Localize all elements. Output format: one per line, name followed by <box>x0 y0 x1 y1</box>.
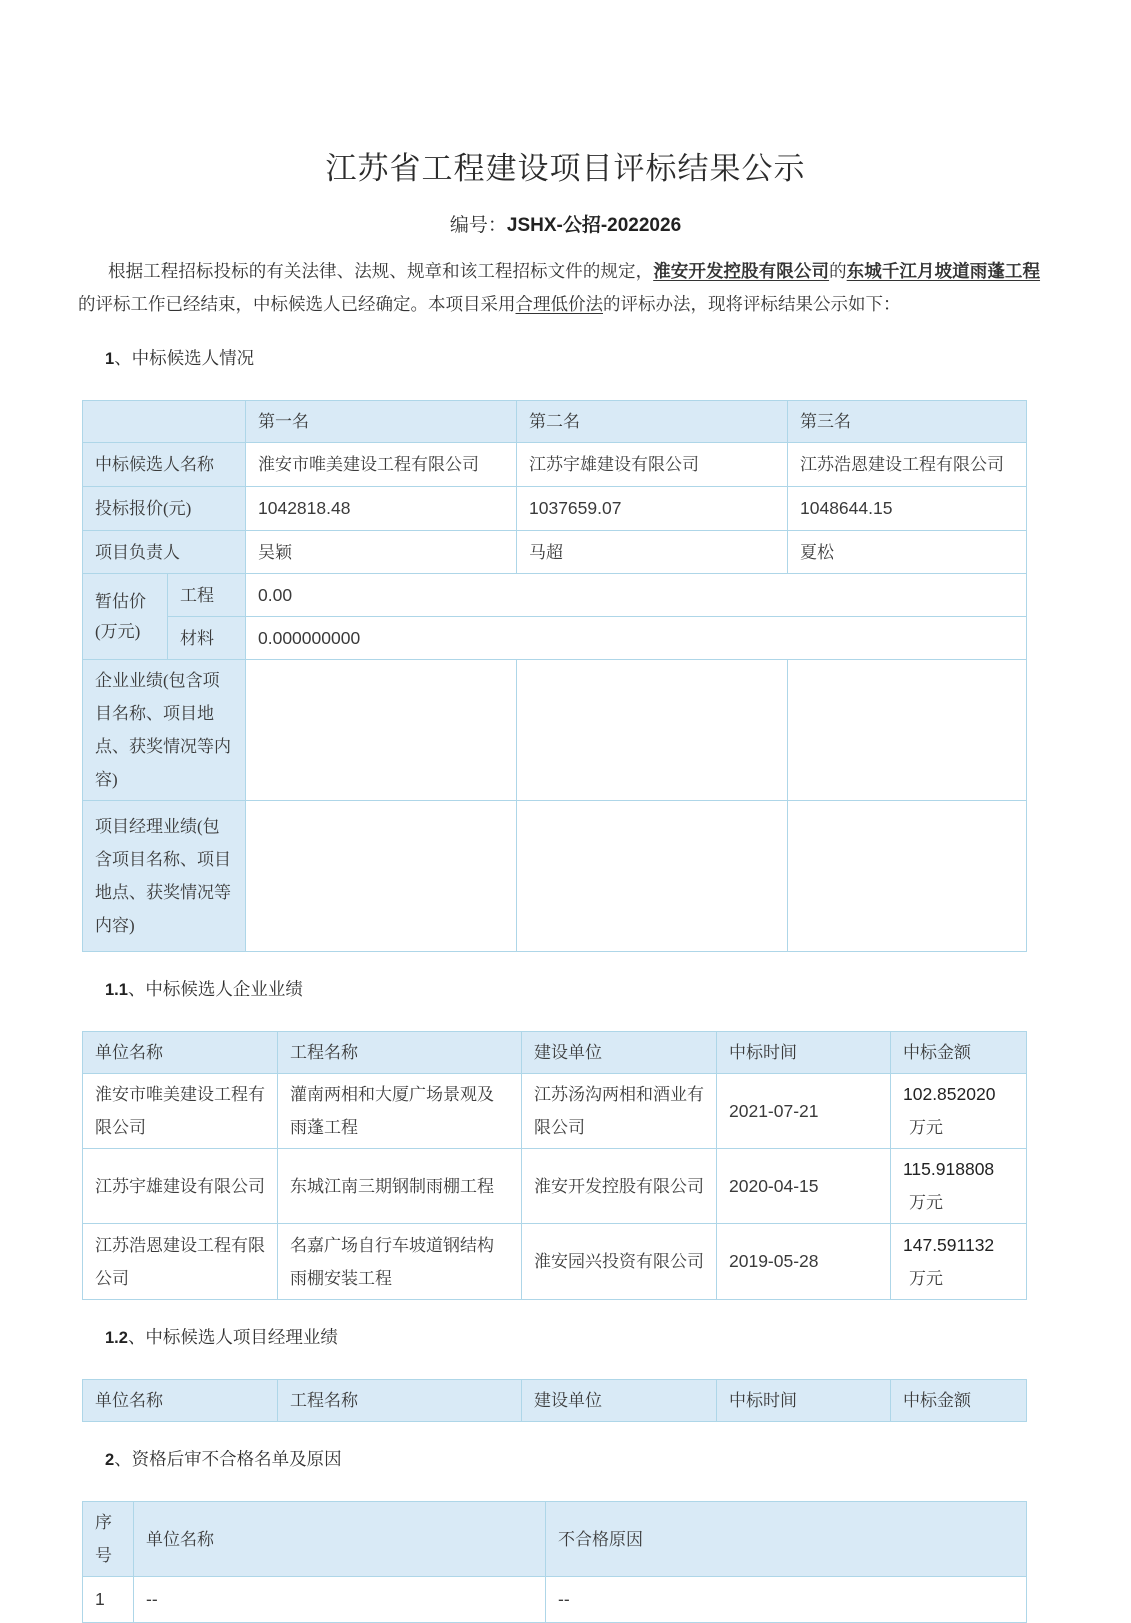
col-header-project: 工程名称 <box>278 1380 522 1422</box>
perf-builder: 淮安园兴投资有限公司 <box>522 1224 717 1300</box>
col-header-index: 序号 <box>83 1502 134 1577</box>
perf-amount <box>891 1224 1027 1300</box>
section-2-heading <box>105 1446 1131 1473</box>
intro-text-2: 的 <box>829 261 847 281</box>
doc-number-label: 编号： <box>449 215 507 236</box>
table-row <box>83 1149 1027 1224</box>
section-2-number: 2 <box>105 1451 115 1469</box>
amount-unit: 万元 <box>909 1268 943 1288</box>
page-title: 江苏省工程建设项目评标结果公示 <box>325 151 806 186</box>
section-2-title: 、资格后审不合格名单及原因 <box>114 1449 342 1469</box>
manager-perf-header-row <box>83 1380 1027 1422</box>
candidate-name-1: 淮安市唯美建设工程有限公司 <box>246 443 517 487</box>
estimate-label-line1: 暂估价 <box>95 591 146 611</box>
col-header-date: 中标时间 <box>717 1032 891 1074</box>
company-perf-header-row <box>83 1032 1027 1074</box>
manager-performance-1 <box>246 801 517 952</box>
company-performance-row <box>83 660 1027 801</box>
bid-price-row <box>83 487 1027 531</box>
company-performance-label: 企业业绩(包含项目名称、项目地点、获奖情况等内容) <box>83 660 246 801</box>
col-header-reason: 不合格原因 <box>546 1502 1027 1577</box>
manager-performance-table <box>82 1379 1027 1422</box>
owner-name: 淮安开发控股有限公司 <box>653 261 830 281</box>
amount-unit: 万元 <box>909 1193 943 1212</box>
disqualified-company: -- <box>134 1577 546 1623</box>
col-header-company: 单位名称 <box>83 1032 278 1074</box>
doc-number-code: JSHX-公招-2022026 <box>506 215 682 236</box>
manager-performance-3 <box>788 801 1027 952</box>
section-1-1-heading <box>105 976 1131 1003</box>
col-header-date: 中标时间 <box>717 1380 891 1422</box>
section-1-1-number: 1.1 <box>105 981 128 999</box>
project-manager-row <box>83 531 1027 574</box>
section-1-2-heading <box>105 1324 1131 1351</box>
candidate-name-row <box>83 443 1027 487</box>
doc-number <box>0 213 1131 239</box>
perf-date: 2021-07-21 <box>717 1074 891 1149</box>
bid-price-1: 1042818.48 <box>246 487 517 531</box>
perf-company: 江苏浩恩建设工程有限公司 <box>83 1224 278 1300</box>
estimate-engineering-value: 0.00 <box>246 574 1027 617</box>
section-1-heading <box>105 345 1131 372</box>
section-1-1-title: 、中标候选人企业业绩 <box>127 979 303 999</box>
col-header-builder: 建设单位 <box>522 1380 717 1422</box>
company-performance-3 <box>788 660 1027 801</box>
col-header-amount: 中标金额 <box>891 1032 1027 1074</box>
disqualified-table <box>82 1501 1027 1623</box>
amount-number: 147.591132 <box>903 1234 995 1255</box>
perf-builder: 淮安开发控股有限公司 <box>522 1149 717 1224</box>
section-1-title: 、中标候选人情况 <box>114 348 255 368</box>
company-performance-table <box>82 1031 1027 1300</box>
candidates-table <box>82 400 1027 952</box>
manager-performance-2 <box>517 801 788 952</box>
company-performance-2 <box>517 660 788 801</box>
intro-text-3: 的评标工作已经结束，中标候选人已经确定。本项目采用 <box>78 294 516 314</box>
estimate-engineering-row <box>83 574 1027 617</box>
perf-project: 名嘉广场自行车坡道钢结构雨棚安装工程 <box>278 1224 522 1300</box>
project-manager-1: 吴颖 <box>246 531 517 574</box>
col-header-company: 单位名称 <box>134 1502 546 1577</box>
candidate-name-label: 中标候选人名称 <box>83 443 246 487</box>
disqualified-header-row <box>83 1502 1027 1577</box>
section-1-number: 1 <box>105 350 115 368</box>
perf-date: 2020-04-15 <box>717 1149 891 1224</box>
disqualified-reason: -- <box>546 1577 1027 1623</box>
estimate-material-label: 材料 <box>168 617 246 660</box>
bid-price-3: 1048644.15 <box>788 487 1027 531</box>
bid-price-2: 1037659.07 <box>517 487 788 531</box>
estimate-material-value: 0.000000000 <box>246 617 1027 660</box>
col-header-company: 单位名称 <box>83 1380 278 1422</box>
perf-amount <box>891 1074 1027 1149</box>
intro-text-4: 的评标办法，现将评标结果公示如下： <box>603 294 901 314</box>
perf-project: 灌南两相和大厦广场景观及雨蓬工程 <box>278 1074 522 1149</box>
bid-price-label: 投标报价(元) <box>83 487 246 531</box>
section-1-2-title: 、中标候选人项目经理业绩 <box>127 1327 338 1347</box>
project-name: 东城千江月坡道雨蓬工程 <box>846 261 1041 281</box>
col-header-project: 工程名称 <box>278 1032 522 1074</box>
estimate-engineering-label: 工程 <box>168 574 246 617</box>
rank-1-header: 第一名 <box>246 401 517 443</box>
table-row <box>83 1224 1027 1300</box>
candidate-name-2: 江苏宇雄建设有限公司 <box>517 443 788 487</box>
company-performance-1 <box>246 660 517 801</box>
col-header-builder: 建设单位 <box>522 1032 717 1074</box>
project-manager-2: 马超 <box>517 531 788 574</box>
empty-header-cell <box>83 401 246 443</box>
estimate-material-row <box>83 617 1027 660</box>
intro-text-1: 根据工程招标投标的有关法律、法规、规章和该工程招标文件的规定， <box>108 261 654 281</box>
project-manager-label: 项目负责人 <box>83 531 246 574</box>
manager-performance-label: 项目经理业绩(包含项目名称、项目地点、获奖情况等内容) <box>83 801 246 952</box>
estimate-label <box>83 574 168 660</box>
estimate-label-line2: (万元) <box>95 621 141 641</box>
rank-2-header: 第二名 <box>517 401 788 443</box>
perf-amount <box>891 1149 1027 1224</box>
amount-number: 102.852020 <box>903 1084 996 1104</box>
candidate-name-3: 江苏浩恩建设工程有限公司 <box>788 443 1027 487</box>
intro-paragraph <box>78 255 1040 321</box>
evaluation-method: 合理低价法 <box>515 294 603 314</box>
amount-unit: 万元 <box>909 1118 943 1137</box>
perf-project: 东城江南三期钢制雨棚工程 <box>278 1149 522 1224</box>
perf-company: 淮安市唯美建设工程有限公司 <box>83 1074 278 1149</box>
rank-3-header: 第三名 <box>788 401 1027 443</box>
col-header-amount: 中标金额 <box>891 1380 1027 1422</box>
table-row <box>83 1074 1027 1149</box>
amount-number: 115.918808 <box>903 1159 995 1179</box>
project-manager-3: 夏松 <box>788 531 1027 574</box>
disqualified-index: 1 <box>83 1577 134 1623</box>
candidates-header-row <box>83 401 1027 443</box>
perf-company: 江苏宇雄建设有限公司 <box>83 1149 278 1224</box>
perf-builder: 江苏汤沟两相和酒业有限公司 <box>522 1074 717 1149</box>
manager-performance-row <box>83 801 1027 952</box>
section-1-2-number: 1.2 <box>105 1329 128 1347</box>
perf-date: 2019-05-28 <box>717 1224 891 1300</box>
